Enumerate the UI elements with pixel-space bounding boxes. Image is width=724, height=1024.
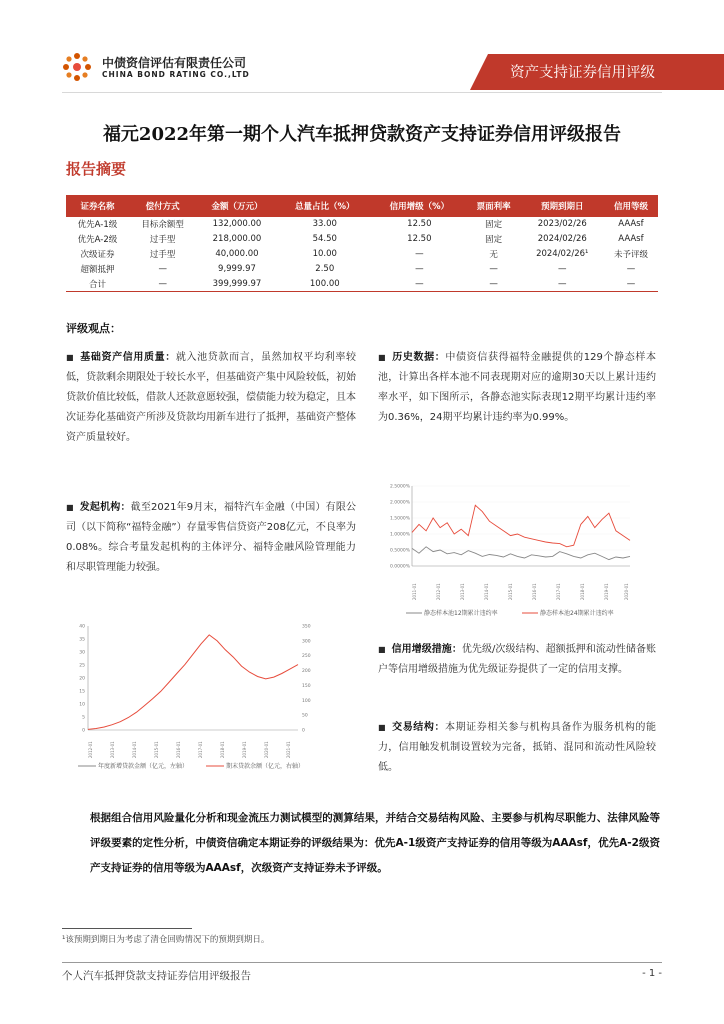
- svg-text:2017-01: 2017-01: [198, 741, 203, 758]
- svg-text:2016-01: 2016-01: [176, 741, 181, 758]
- cell: 过手型: [149, 235, 176, 246]
- svg-text:2020-01: 2020-01: [264, 741, 269, 758]
- series-line-24m: [412, 505, 630, 547]
- svg-text:2021-01: 2021-01: [286, 741, 291, 758]
- legend-12m: 静态样本池12期累计违约率: [424, 610, 498, 617]
- point-transaction-structure: [378, 718, 656, 778]
- cell: 40,000.00: [215, 248, 259, 259]
- cell: 12.50: [407, 234, 432, 245]
- left-axis-ticks: [79, 624, 85, 734]
- svg-text:2019-01: 2019-01: [242, 741, 247, 758]
- point-text: 就入池贷款而言，虽然加权平均利率较低，贷款剩余期限处于较长水平，但基础资产集中风险较低，初始贷款价值比较低，借款人还款意愿较强，偿债能力较为稳定，且本次证券化基础资产所涉及贷款均用新车进行了抵押，基础资产整体资产质量较好。: [66, 352, 357, 443]
- point-head: 基础资产信用质量：: [80, 352, 176, 363]
- cell: 过手型: [149, 249, 176, 260]
- cell: 100.00: [277, 276, 372, 291]
- cell: AAAsf: [618, 219, 644, 230]
- cell: —: [129, 276, 197, 291]
- cell: —: [158, 263, 167, 274]
- left-tick-label: 20: [79, 676, 85, 682]
- cell: 399,999.97: [196, 276, 277, 291]
- point-originator: [66, 498, 356, 578]
- svg-text:2013-01: 2013-01: [110, 741, 115, 758]
- svg-text:2012-01: 2012-01: [436, 583, 441, 600]
- header-divider: [62, 92, 662, 93]
- cell: 2024/02/26: [537, 234, 587, 245]
- footnote-divider: [62, 928, 192, 929]
- table-row: [66, 261, 658, 276]
- right-axis-ticks: [302, 624, 311, 734]
- x-axis-labels: [88, 741, 291, 758]
- right-tick-label: 250: [302, 654, 311, 660]
- y-tick-label: 2.0000%: [389, 500, 410, 506]
- cell: 优先A-2级: [77, 235, 118, 246]
- left-tick-label: 5: [82, 715, 85, 721]
- cell: —: [467, 276, 521, 291]
- cell: 无: [489, 249, 498, 260]
- company-name-cn: 中债资信评估有限责任公司: [102, 56, 247, 70]
- securities-table: [66, 195, 658, 292]
- square-bullet-icon: ■: [378, 723, 387, 732]
- right-tick-label: 300: [302, 639, 311, 645]
- cell: 次级证券: [80, 249, 115, 260]
- cell: —: [604, 276, 658, 291]
- y-tick-label: 0.0000%: [389, 564, 410, 570]
- point-text: 中债资信获得福特金融提供的129个静态样本池，计算出各样本池不同表现期对应的逾期30天以上累计违约率水平，如下图所示，各静态池实际表现12期平均累计违约率为0.36%，24期平均累计违约率为0.99%。: [378, 352, 657, 423]
- col-header: 信用增级（%）: [372, 195, 467, 217]
- right-tick-label: 100: [302, 698, 311, 704]
- table-header-row: [66, 195, 658, 217]
- point-history-data: [378, 348, 656, 428]
- square-bullet-icon: ■: [66, 353, 75, 362]
- right-tick-label: 50: [302, 713, 308, 719]
- legend-24m: 静态样本池24期累计违约率: [540, 610, 614, 617]
- left-tick-label: 30: [79, 650, 85, 656]
- point-asset-quality: [66, 348, 356, 448]
- svg-text:2017-01: 2017-01: [556, 583, 561, 600]
- point-credit-enhancement: [378, 640, 656, 680]
- svg-text:2014-01: 2014-01: [132, 741, 137, 758]
- company-name-en: CHINA BOND RATING CO.,LTD: [102, 70, 250, 79]
- default-rate-chart: [382, 478, 644, 628]
- point-head: 历史数据：: [392, 352, 446, 363]
- cell: 2.50: [315, 263, 335, 274]
- point-text: 本期证券相关参与机构具备作为服务机构的能力，信用触发机制设置较为完备，抵销、混同和流动性风险较低。: [378, 722, 657, 773]
- report-title: 福元2022年第一期个人汽车抵押贷款资产支持证券信用评级报告: [102, 124, 622, 145]
- point-text: 优先级/次级结构、超额抵押和流动性储备账户等信用增级措施为优先级证券提供了一定的信用支撑。: [378, 644, 657, 675]
- left-tick-label: 0: [82, 728, 85, 734]
- loan-balance-chart: [66, 618, 328, 778]
- svg-text:2020-01: 2020-01: [624, 583, 629, 600]
- svg-text:2018-01: 2018-01: [220, 741, 225, 758]
- series-line-balance: [88, 635, 298, 730]
- page-number: - 1 -: [642, 968, 662, 979]
- svg-text:2016-01: 2016-01: [532, 583, 537, 600]
- cell: 未予评级: [613, 249, 648, 260]
- svg-text:2013-01: 2013-01: [460, 583, 465, 600]
- point-head: 信用增级措施：: [391, 644, 462, 655]
- cell: 合计: [66, 276, 129, 291]
- point-head: 交易结构：: [392, 722, 446, 733]
- cell: 固定: [485, 220, 503, 231]
- cell: —: [521, 276, 604, 291]
- company-logo: [62, 52, 92, 82]
- svg-text:2014-01: 2014-01: [484, 583, 489, 600]
- cell: —: [372, 276, 467, 291]
- table-row: [66, 247, 658, 262]
- right-tick-label: 200: [302, 669, 311, 675]
- cell: —: [558, 263, 567, 274]
- right-tick-label: 0: [302, 728, 305, 734]
- svg-text:2015-01: 2015-01: [154, 741, 159, 758]
- cell: 218,000.00: [212, 234, 262, 245]
- cell: 2024/02/26¹: [536, 248, 589, 259]
- cell: 优先A-1级: [77, 220, 118, 231]
- point-head: 发起机构：: [79, 502, 131, 513]
- right-tick-label: 350: [302, 624, 311, 630]
- col-header: 偿付方式: [129, 195, 197, 217]
- footer-divider: [62, 962, 662, 963]
- right-tick-label: 150: [302, 683, 311, 689]
- svg-text:2018-01: 2018-01: [580, 583, 585, 600]
- y-tick-label: 2.5000%: [389, 484, 410, 490]
- table-row: [66, 232, 658, 247]
- left-tick-label: 40: [79, 624, 85, 630]
- cell: 54.50: [312, 234, 337, 245]
- svg-text:2012-01: 2012-01: [88, 741, 93, 758]
- svg-text:2011-01: 2011-01: [412, 583, 417, 600]
- cell: 目标余额型: [141, 220, 184, 231]
- col-header: 预期到期日: [521, 195, 604, 217]
- cell: 33.00: [312, 219, 337, 230]
- cell: 9,999.97: [218, 263, 256, 274]
- rating-summary: 根据组合信用风险量化分析和现金流压力测试模型的测算结果，并结合交易结构风险、主要参与机构尽职能力、法律风险等评级要素的定性分析，中债资信确定本期证券的评级结果为：优先A-1级资产支持证券的信用等级为AAAsf，优先A-2级资产支持证券的信用等级为AAAsf，次级资产支持证券未予评级。: [90, 812, 660, 874]
- section-heading: 报告摘要: [66, 160, 127, 178]
- table-row: [66, 276, 658, 291]
- col-header: 票面利率: [467, 195, 521, 217]
- footnote: ¹该预期到期日为考虑了清仓回购情况下的预期到期日。: [62, 935, 270, 945]
- chart-series: [88, 635, 298, 730]
- cell: 132,000.00: [212, 219, 262, 230]
- left-tick-label: 10: [79, 702, 85, 708]
- x-axis-labels: [412, 583, 629, 600]
- point-text: 截至2021年9月末，福特汽车金融（中国）有限公司（以下简称“福特金融”）存量零售信贷资产208亿元，不良率为0.08%。综合考量发起机构的主体评分、福特金融风险管理能力和尽职管理能力较强。: [66, 502, 357, 573]
- svg-text:2015-01: 2015-01: [508, 583, 513, 600]
- cell: —: [415, 248, 424, 259]
- chart-series: [412, 505, 630, 559]
- table-row: [66, 217, 658, 232]
- y-tick-label: 1.0000%: [389, 532, 410, 538]
- left-tick-label: 25: [79, 663, 85, 669]
- header-band-text: 资产支持证券信用评级: [510, 65, 655, 81]
- cell: 超额抵押: [80, 264, 115, 275]
- svg-text:2019-01: 2019-01: [604, 583, 609, 600]
- left-tick-label: 15: [79, 689, 85, 695]
- cell: —: [626, 263, 636, 274]
- cell: 2023/02/26: [537, 219, 587, 230]
- col-header: 金额（万元）: [196, 195, 277, 217]
- cell: 固定: [485, 235, 503, 246]
- cell: 10.00: [312, 248, 337, 259]
- footer-title: 个人汽车抵押贷款支持证券信用评级报告: [62, 970, 251, 982]
- y-tick-label: 1.5000%: [389, 516, 410, 522]
- left-tick-label: 35: [79, 637, 85, 643]
- cell: —: [415, 263, 424, 274]
- legend-left: 年度新增贷款金额（亿元，左轴）: [98, 763, 189, 770]
- rating-view-label: 评级观点：: [66, 322, 121, 335]
- square-bullet-icon: ■: [378, 645, 386, 654]
- series-line-12m: [412, 547, 630, 560]
- cell: —: [489, 263, 498, 274]
- square-bullet-icon: ■: [378, 353, 387, 362]
- col-header: 证券名称: [66, 195, 129, 217]
- y-tick-label: 0.5000%: [389, 548, 410, 554]
- cell: AAAsf: [618, 234, 644, 245]
- legend-right: 期末贷款余额（亿元，右轴）: [226, 763, 305, 770]
- square-bullet-icon: ■: [66, 503, 74, 512]
- col-header: 总量占比（%）: [277, 195, 372, 217]
- cell: 12.50: [407, 219, 432, 230]
- col-header: 信用等级: [604, 195, 658, 217]
